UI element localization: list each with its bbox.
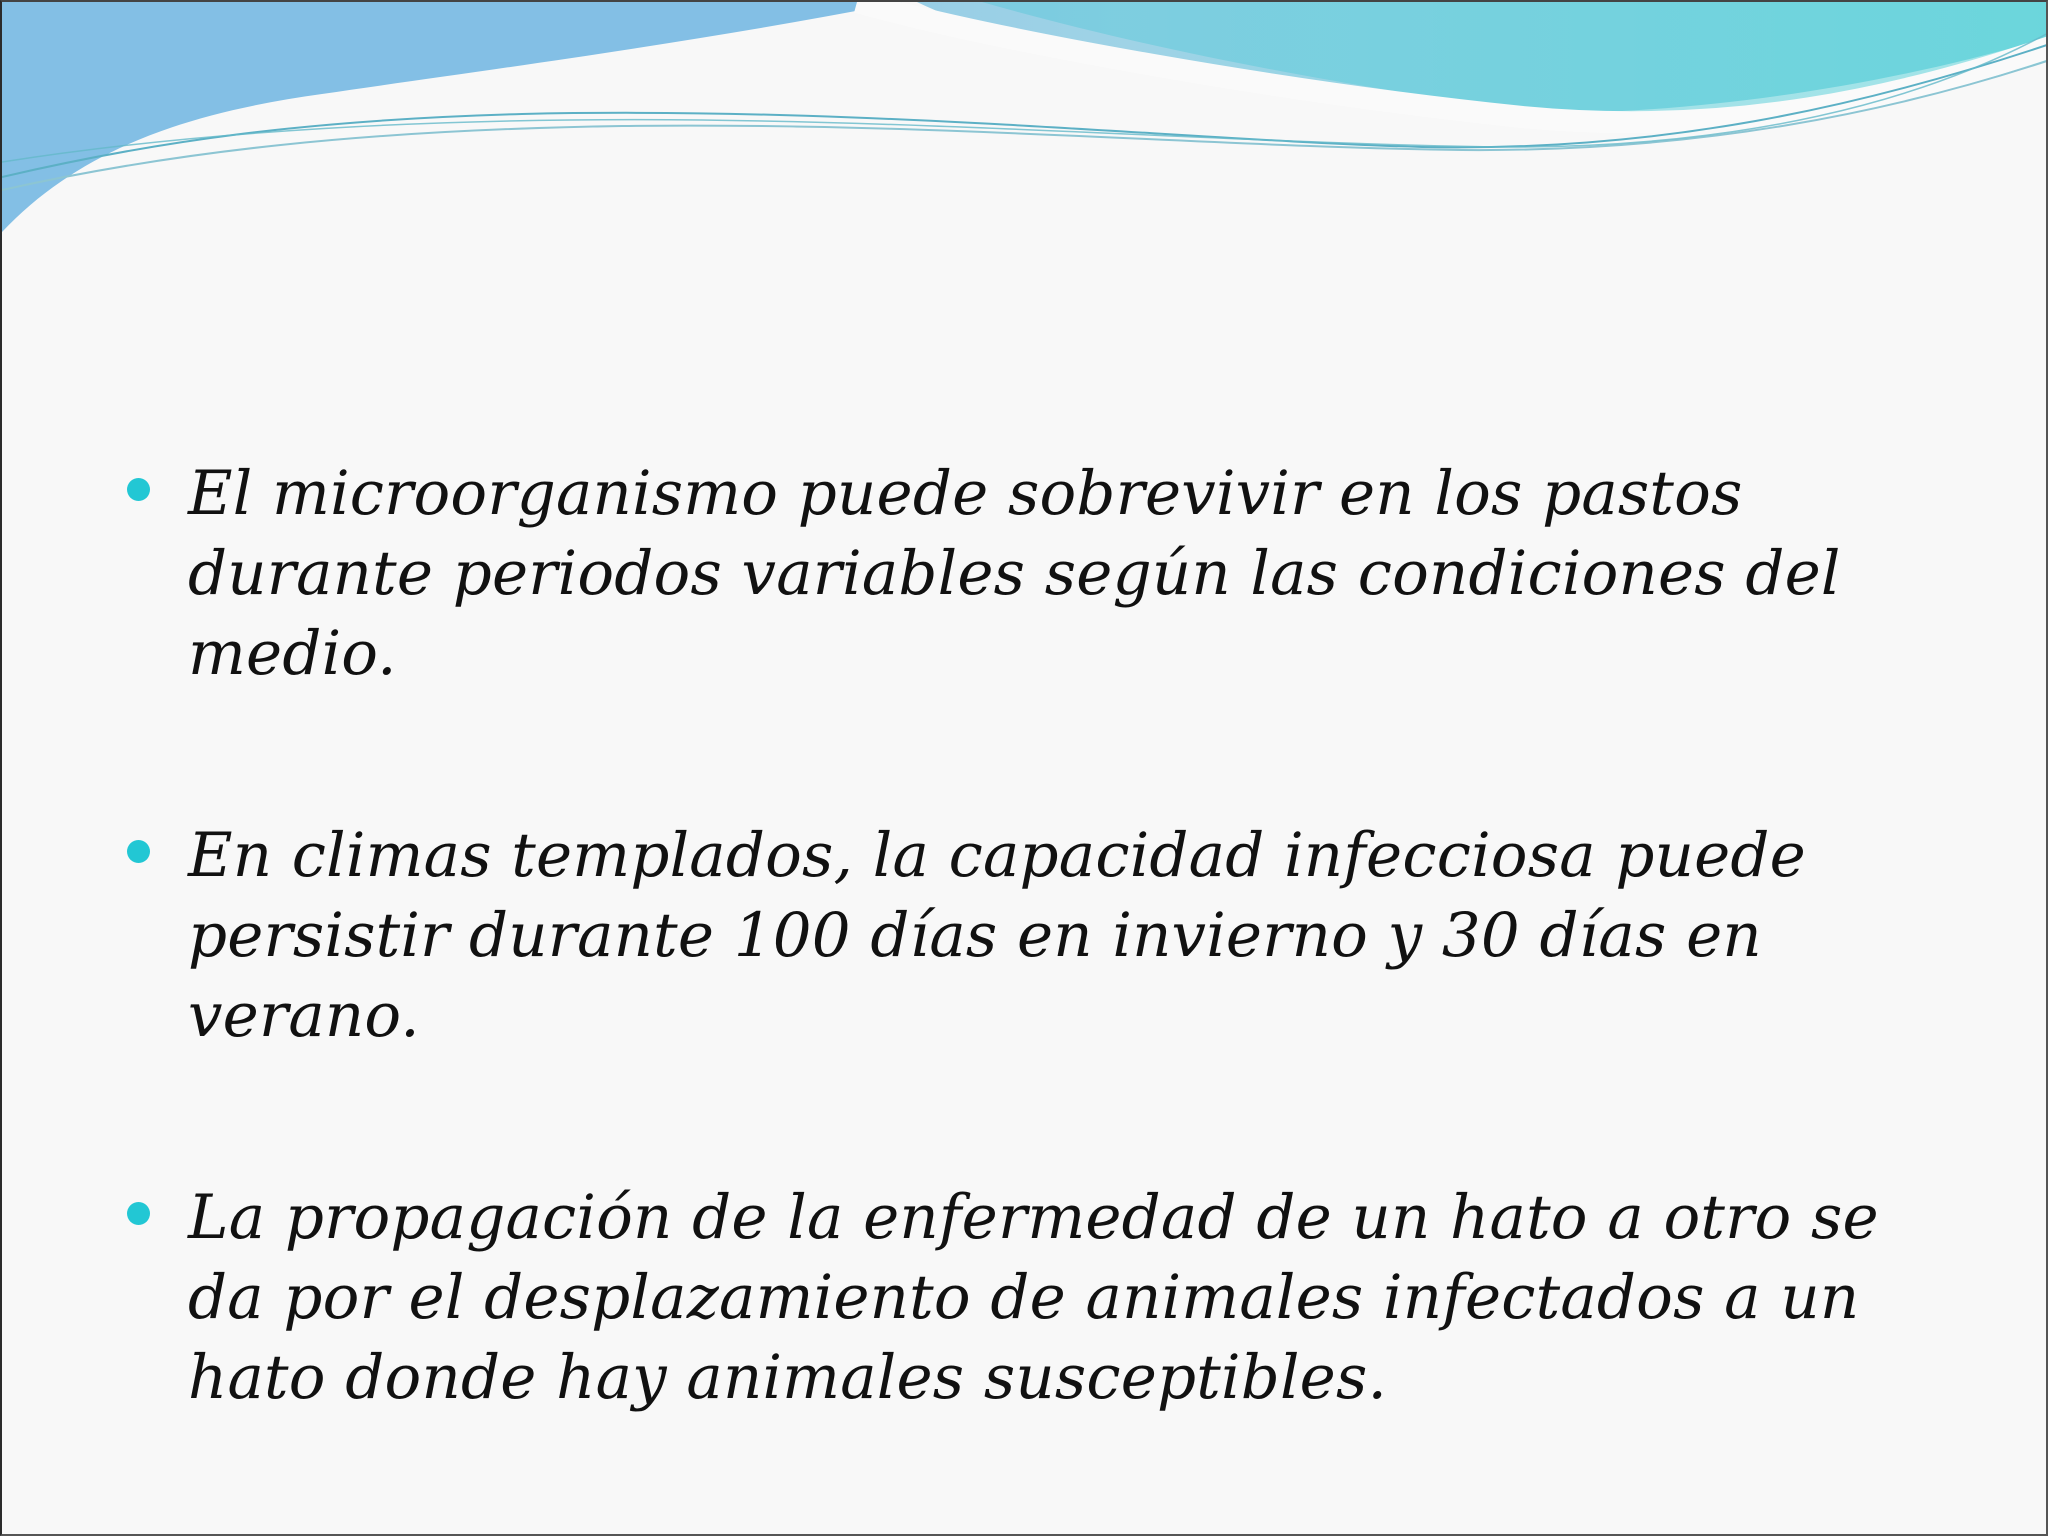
bullet-text: En climas templados, la capacidad infecciosa puede persistir durante 100 días en invierno y 30 días en verano. <box>188 820 1806 1051</box>
bullet-text: La propagación de la enfermedad de un hato a otro se da por el desplazamiento de animales infectados a un hato donde hay animales susceptibles. <box>188 1182 1879 1413</box>
bullet-dot-icon <box>127 840 150 863</box>
slide-content <box>2 2 2048 1536</box>
bullet-item <box>127 454 1887 694</box>
bullet-dot-icon <box>127 1202 150 1225</box>
bullet-dot-icon <box>127 478 150 501</box>
bullet-item <box>127 1178 1887 1418</box>
bullet-item <box>127 816 1887 1056</box>
bullet-text: El microorganismo puede sobrevivir en los pastos durante periodos variables según las condiciones del medio. <box>188 458 1841 689</box>
